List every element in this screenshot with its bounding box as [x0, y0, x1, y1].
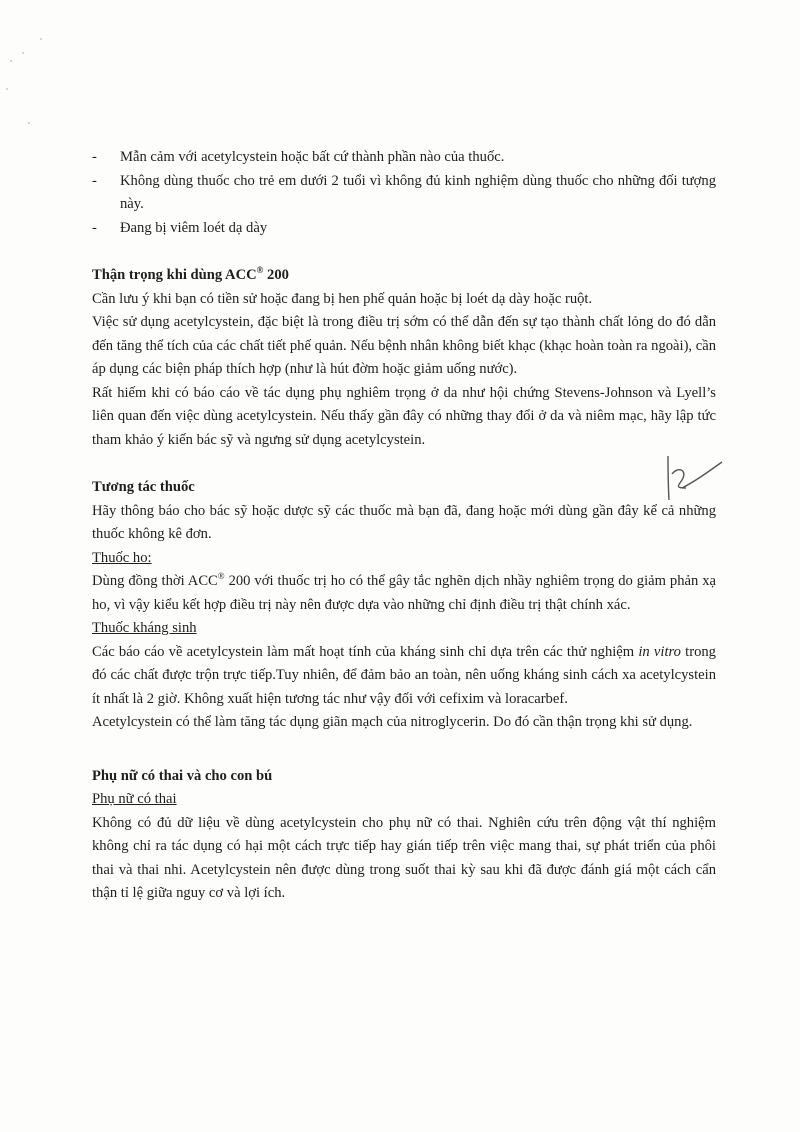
bullet-dash: - — [92, 219, 97, 236]
nitroglycerin-paragraph: Acetylcystein có thể làm tăng tác dụng giãn mạch của nitroglycerin. Do đó cần thận trọng khi sử dụng. — [92, 714, 693, 730]
pregnancy-paragraph: Không có đủ dữ liệu về dùng acetylcystein cho phụ nữ có thai. Nghiên cứu trên động vật thí nghiệm không chỉ ra tác dụng có hại một cách trực tiếp hay gián tiếp trên việc mang thai, sự phát triển của phôi thai và thai nhi. Acetylcystein nên được dùng trong suốt thai kỳ sau khi đã được đánh giá một cách cẩn thận tỉ lệ giữa nguy cơ và lợi ích. — [92, 814, 716, 901]
pregnancy-subheading: Phụ nữ có thai — [92, 791, 177, 807]
list-item-text: Mẫn cảm với acetylcystein hoặc bất cứ thành phần nào của thuốc. — [120, 149, 505, 165]
list-item — [92, 217, 716, 241]
bullet-dash: - — [92, 149, 97, 165]
document-body — [92, 146, 716, 906]
list-item — [92, 170, 716, 217]
precautions-paragraph: Rất hiếm khi có báo cáo về tác dụng phụ nghiêm trọng ở da như hội chứng Stevens-Johnson và Lyell’s liên quan đến việc dùng acetylcystein. Nếu thấy gần đây có những thay đổi ở da và niêm mạc, hãy lập tức tham khảo ý kiến bác sỹ và ngưng sử dụng acetylcystein. — [92, 384, 716, 448]
interactions-heading: Tương tác thuốc — [92, 479, 195, 495]
precautions-paragraph: Việc sử dụng acetylcystein, đặc biệt là trong điều trị sớm có thể dẫn đến sự tạo thành chất lỏng do đó dẫn đến tăng thể tích của các chất tiết phế quản. Nếu bệnh nhân không biết khạc (khạc hoàn toàn ra ngoài), cần áp dụng các biện pháp thích hợp (như là hút đờm hoặc giảm uống nước). — [92, 314, 716, 377]
scan-speck — [28, 122, 30, 124]
precautions-paragraph: Cần lưu ý khi bạn có tiền sử hoặc đang bị hen phế quản hoặc bị loét dạ dày hoặc ruột. — [92, 290, 593, 307]
pregnancy-heading: Phụ nữ có thai và cho con bú — [92, 767, 273, 784]
interactions-intro: Hãy thông báo cho bác sỹ hoặc dược sỹ các thuốc mà bạn đã, đang hoặc mới dùng gần đây kể cả những thuốc không kê đơn. — [92, 502, 716, 542]
list-item-text: Không dùng thuốc cho trẻ em dưới 2 tuổi vì không đủ kinh nghiệm dùng thuốc cho những đối tượng này. — [120, 172, 716, 212]
antibiotic-subheading: Thuốc kháng sinh — [92, 620, 197, 636]
antibiotic-paragraph: Các báo cáo về acetylcystein làm mất hoạt tính của kháng sinh chỉ dựa trên các thử nghiệm in vitro trong đó các chất được trộn trực tiếp.Tuy nhiên, để đảm bảo an toàn, nên uống kháng sinh cách xa acetylcystein ít nhất là 2 giờ. Không xuất hiện tương tác như vậy đối với cefixim và loracarbef. — [92, 643, 716, 707]
list-item-text: Đang bị viêm loét dạ dày — [120, 219, 268, 236]
cough-subheading: Thuốc ho: — [92, 549, 152, 566]
scan-speck — [10, 60, 12, 62]
scan-speck — [40, 38, 42, 40]
cough-paragraph: Dùng đồng thời ACC® 200 với thuốc trị ho có thể gây tắc nghẽn dịch nhầy nghiêm trọng do giảm phản xạ ho, vì vậy kiểu kết hợp điều trị này nên được dựa vào những chỉ định điều trị thật chính xác. — [92, 571, 716, 613]
contraindication-list — [92, 146, 716, 240]
precautions-heading: Thận trọng khi dùng ACC® 200 — [92, 265, 289, 283]
handwritten-initials-mark — [660, 452, 724, 504]
scan-speck — [6, 88, 8, 90]
scan-speck — [22, 52, 24, 54]
list-item — [92, 146, 716, 170]
bullet-dash: - — [92, 172, 97, 189]
